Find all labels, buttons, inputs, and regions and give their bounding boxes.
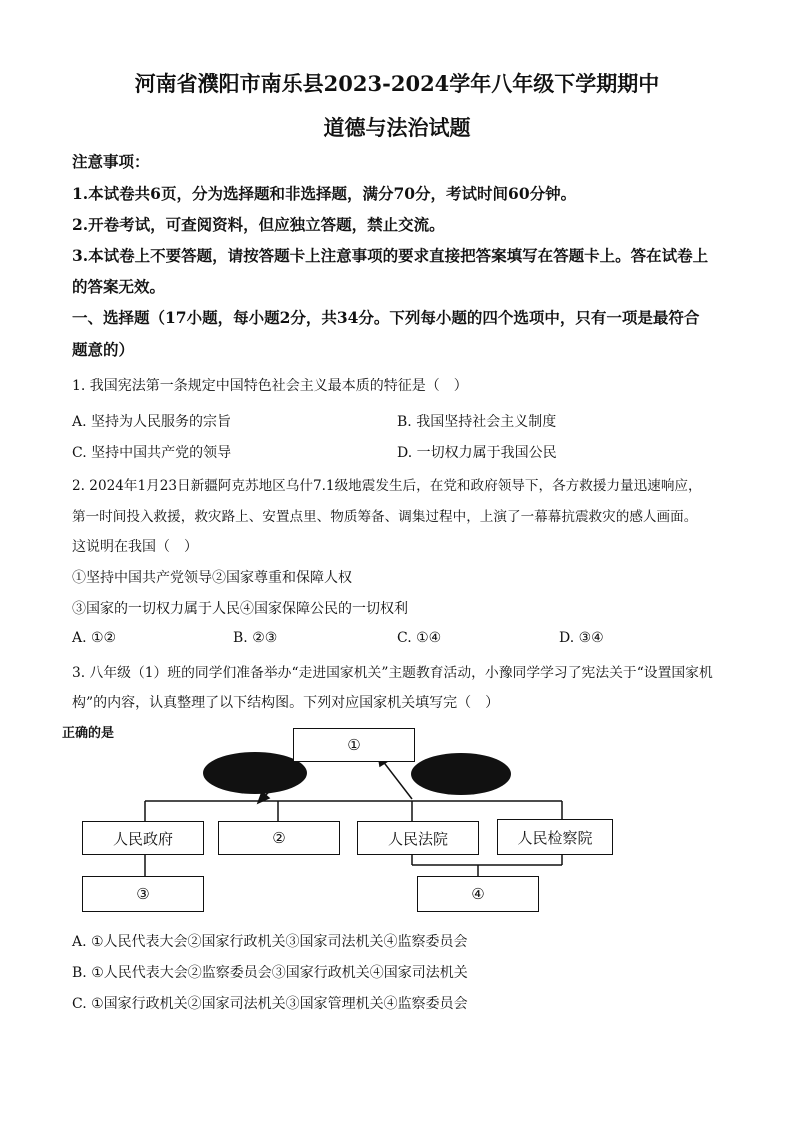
notice-item-1: 1.本试卷共6页，分为选择题和非选择题，满分70分，考试时间60分钟。 xyxy=(72,184,577,203)
notice-heading: 注意事项： xyxy=(72,152,150,171)
section-heading: 一、选择题（17小题，每小题2分，共34分。下列每小题的四个选项中，只有一项是最符合 xyxy=(72,308,700,327)
q1-option-b: B. 我国坚持社会主义制度 xyxy=(397,414,557,430)
diagram-box-2: ② xyxy=(218,821,340,855)
q3-option-b: B. ①人民代表大会②监察委员会③国家行政机关④国家司法机关 xyxy=(72,965,468,981)
diagram-box-procuratorate: 人民检察院 xyxy=(497,819,613,855)
q1-option-a: A. 坚持为人民服务的宗旨 xyxy=(72,414,232,430)
q2-statements-1: ①坚持中国共产党领导②国家尊重和保障人权 xyxy=(72,570,352,586)
q3-stem-line2: 构”的内容，认真整理了以下结构图。下列对应国家机关填写完（ ） xyxy=(72,695,500,711)
q1-option-d: D. 一切权力属于我国公民 xyxy=(397,445,557,461)
notice-item-2: 2.开卷考试，可查阅资料，但应独立答题，禁止交流。 xyxy=(72,215,445,234)
q2-statements-2: ③国家的一切权力属于人民④国家保障公民的一切权利 xyxy=(72,601,408,617)
diagram-box-3: ③ xyxy=(82,876,204,912)
q3-stem-line1: 3. 八年级（1）班的同学们准备举办“走进国家机关”主题教育活动，小豫同学学习了宪法关于“设置国家机 xyxy=(72,665,713,681)
notice-item-3-cont: 的答案无效。 xyxy=(72,277,166,296)
exam-subtitle: 道德与法治试题 xyxy=(323,115,471,140)
q2-stem-line2: 第一时间投入救援，救灾路上、安置点里、物质筹备、调集过程中，上演了一幕幕抗震救灾的感人画面。 xyxy=(72,509,698,525)
q1-option-c: C. 坚持中国共产党的领导 xyxy=(72,445,232,461)
notice-item-3: 3.本试卷上不要答题，请按答题卡上注意事项的要求直接把答案填写在答题卡上。答在试卷上 xyxy=(72,246,709,265)
q2-option-a: A. ①② xyxy=(72,630,117,646)
exam-title: 河南省濮阳市南乐县2023-2024学年八年级下学期期中 xyxy=(134,71,660,96)
redaction-blob-left xyxy=(203,752,307,794)
q2-option-d: D. ③④ xyxy=(559,630,604,646)
q3-cropped-fragment: 正确的是 xyxy=(62,726,115,741)
q3-option-c: C. ①国家行政机关②国家司法机关③国家管理机关④监察委员会 xyxy=(72,996,468,1012)
section-heading-cont: 题意的） xyxy=(72,340,135,359)
q2-stem-line1: 2. 2024年1月23日新疆阿克苏地区乌什7.1级地震发生后，在党和政府领导下，各方救援力量迅速响应， xyxy=(72,478,702,494)
q2-stem-line3: 这说明在我国（ ） xyxy=(72,539,198,555)
diagram-box-4: ④ xyxy=(417,876,539,912)
diagram-box-government: 人民政府 xyxy=(82,821,204,855)
q2-option-c: C. ①④ xyxy=(397,630,442,646)
diagram-box-court: 人民法院 xyxy=(357,821,479,855)
q3-option-a: A. ①人民代表大会②国家行政机关③国家司法机关④监察委员会 xyxy=(72,934,468,950)
q1-stem: 1. 我国宪法第一条规定中国特色社会主义最本质的特征是（ ） xyxy=(72,378,468,394)
diagram-box-top: ① xyxy=(293,728,415,762)
redaction-blob-right xyxy=(411,753,511,795)
q2-option-b: B. ②③ xyxy=(233,630,278,646)
